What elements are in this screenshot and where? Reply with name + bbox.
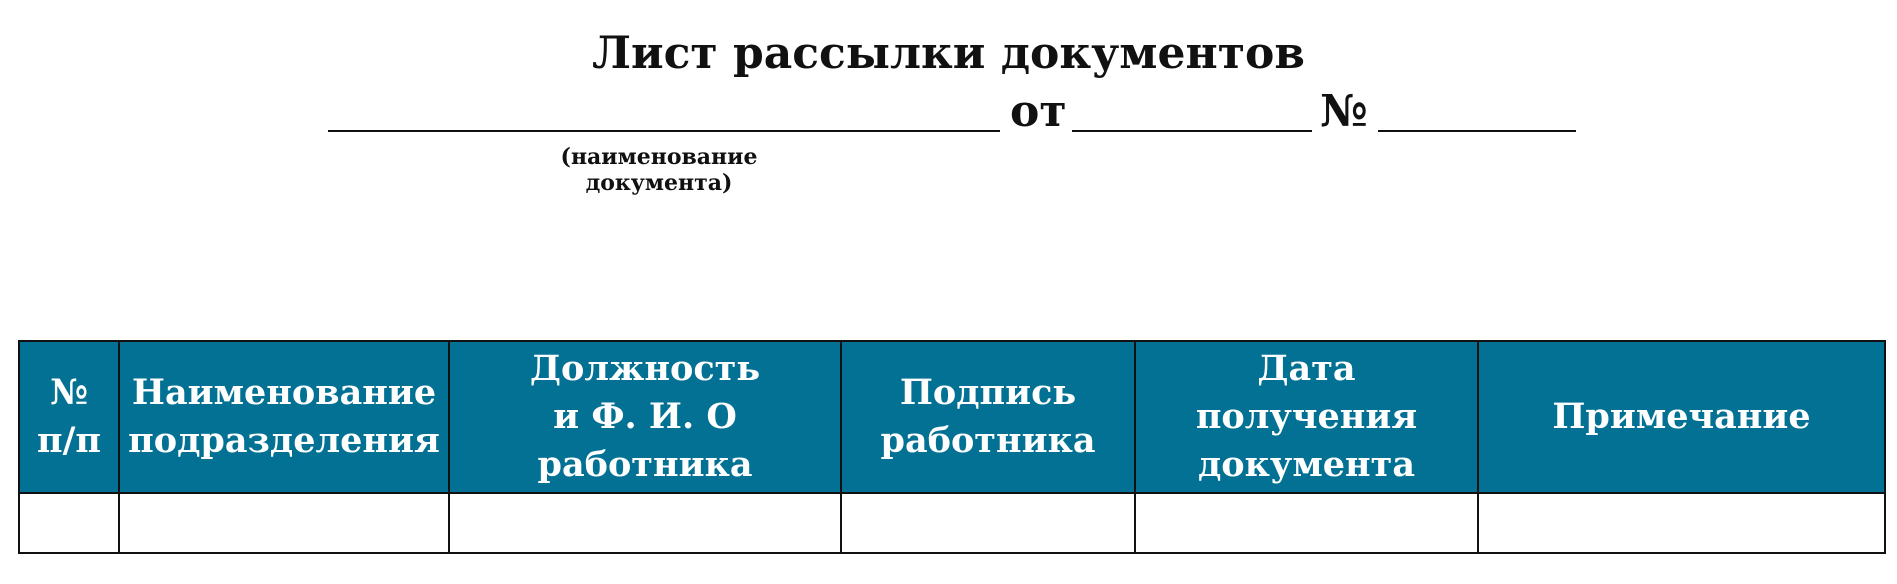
column-header-position-name: Должность и Ф. И. О работника bbox=[449, 341, 841, 493]
number-label: № bbox=[1320, 86, 1368, 137]
from-label: от bbox=[1010, 86, 1067, 137]
column-header-receipt-date: Дата получения документа bbox=[1135, 341, 1478, 493]
table-row bbox=[19, 493, 1885, 553]
cell-department[interactable] bbox=[119, 493, 449, 553]
cell-signature[interactable] bbox=[841, 493, 1135, 553]
table-header-row bbox=[19, 341, 1885, 493]
cell-position-name[interactable] bbox=[449, 493, 841, 553]
column-header-department: Наименование подразделения bbox=[119, 341, 449, 493]
document-reference-line bbox=[0, 86, 1897, 142]
page-title: Лист рассылки документов bbox=[592, 28, 1305, 79]
document-name-blank[interactable] bbox=[328, 130, 1000, 132]
date-blank[interactable] bbox=[1072, 130, 1312, 132]
column-header-note: Примечание bbox=[1478, 341, 1885, 493]
number-blank[interactable] bbox=[1378, 130, 1576, 132]
cell-receipt-date[interactable] bbox=[1135, 493, 1478, 553]
distribution-table bbox=[18, 340, 1886, 554]
column-header-number: № п/п bbox=[19, 341, 119, 493]
column-header-signature: Подпись работника bbox=[841, 341, 1135, 493]
cell-number[interactable] bbox=[19, 493, 119, 553]
document-name-caption: (наименование документа) bbox=[560, 144, 758, 196]
cell-note[interactable] bbox=[1478, 493, 1885, 553]
